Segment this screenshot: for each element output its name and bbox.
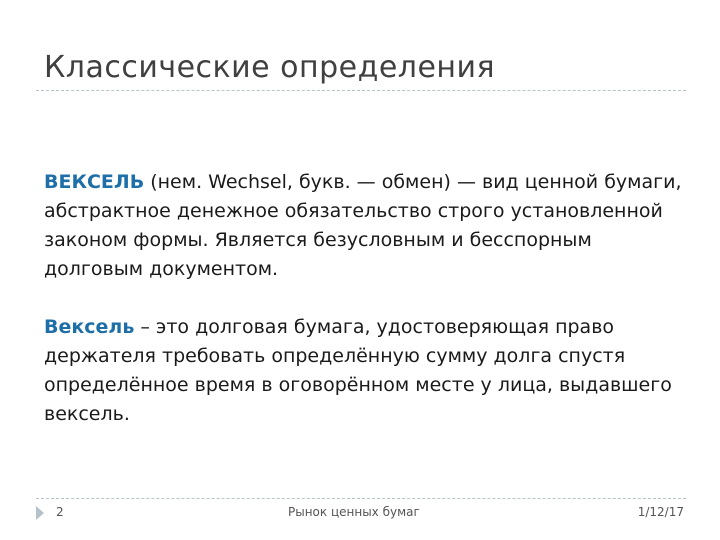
definition-text-2: – это долговая бумага, удостоверяющая право держателя требовать определённую сумму долга спустя определённое время в оговорённом месте у лица, выдавшего вексель. <box>44 316 672 425</box>
definition-term-2: Вексель <box>44 316 135 338</box>
footer-title: Рынок ценных бумаг <box>288 505 420 519</box>
definition-paragraph-2 <box>44 313 684 429</box>
definition-paragraph-1 <box>44 168 684 284</box>
footer-divider <box>36 498 686 499</box>
slide-title: Классические определения <box>44 50 496 85</box>
definition-term-1: ВЕКСЕЛЬ <box>44 171 145 193</box>
footer-triangle-icon <box>36 506 44 520</box>
definition-text-1: (нем. Wechsel, букв. — обмен) — вид ценной бумаги, абстрактное денежное обязательство строго установленной законом формы. Является безусловным и бесспорным долговым документом. <box>44 171 682 280</box>
footer-date: 1/12/17 <box>637 505 684 519</box>
page-number: 2 <box>56 505 64 519</box>
slide-body <box>44 168 684 429</box>
title-divider <box>36 90 686 91</box>
